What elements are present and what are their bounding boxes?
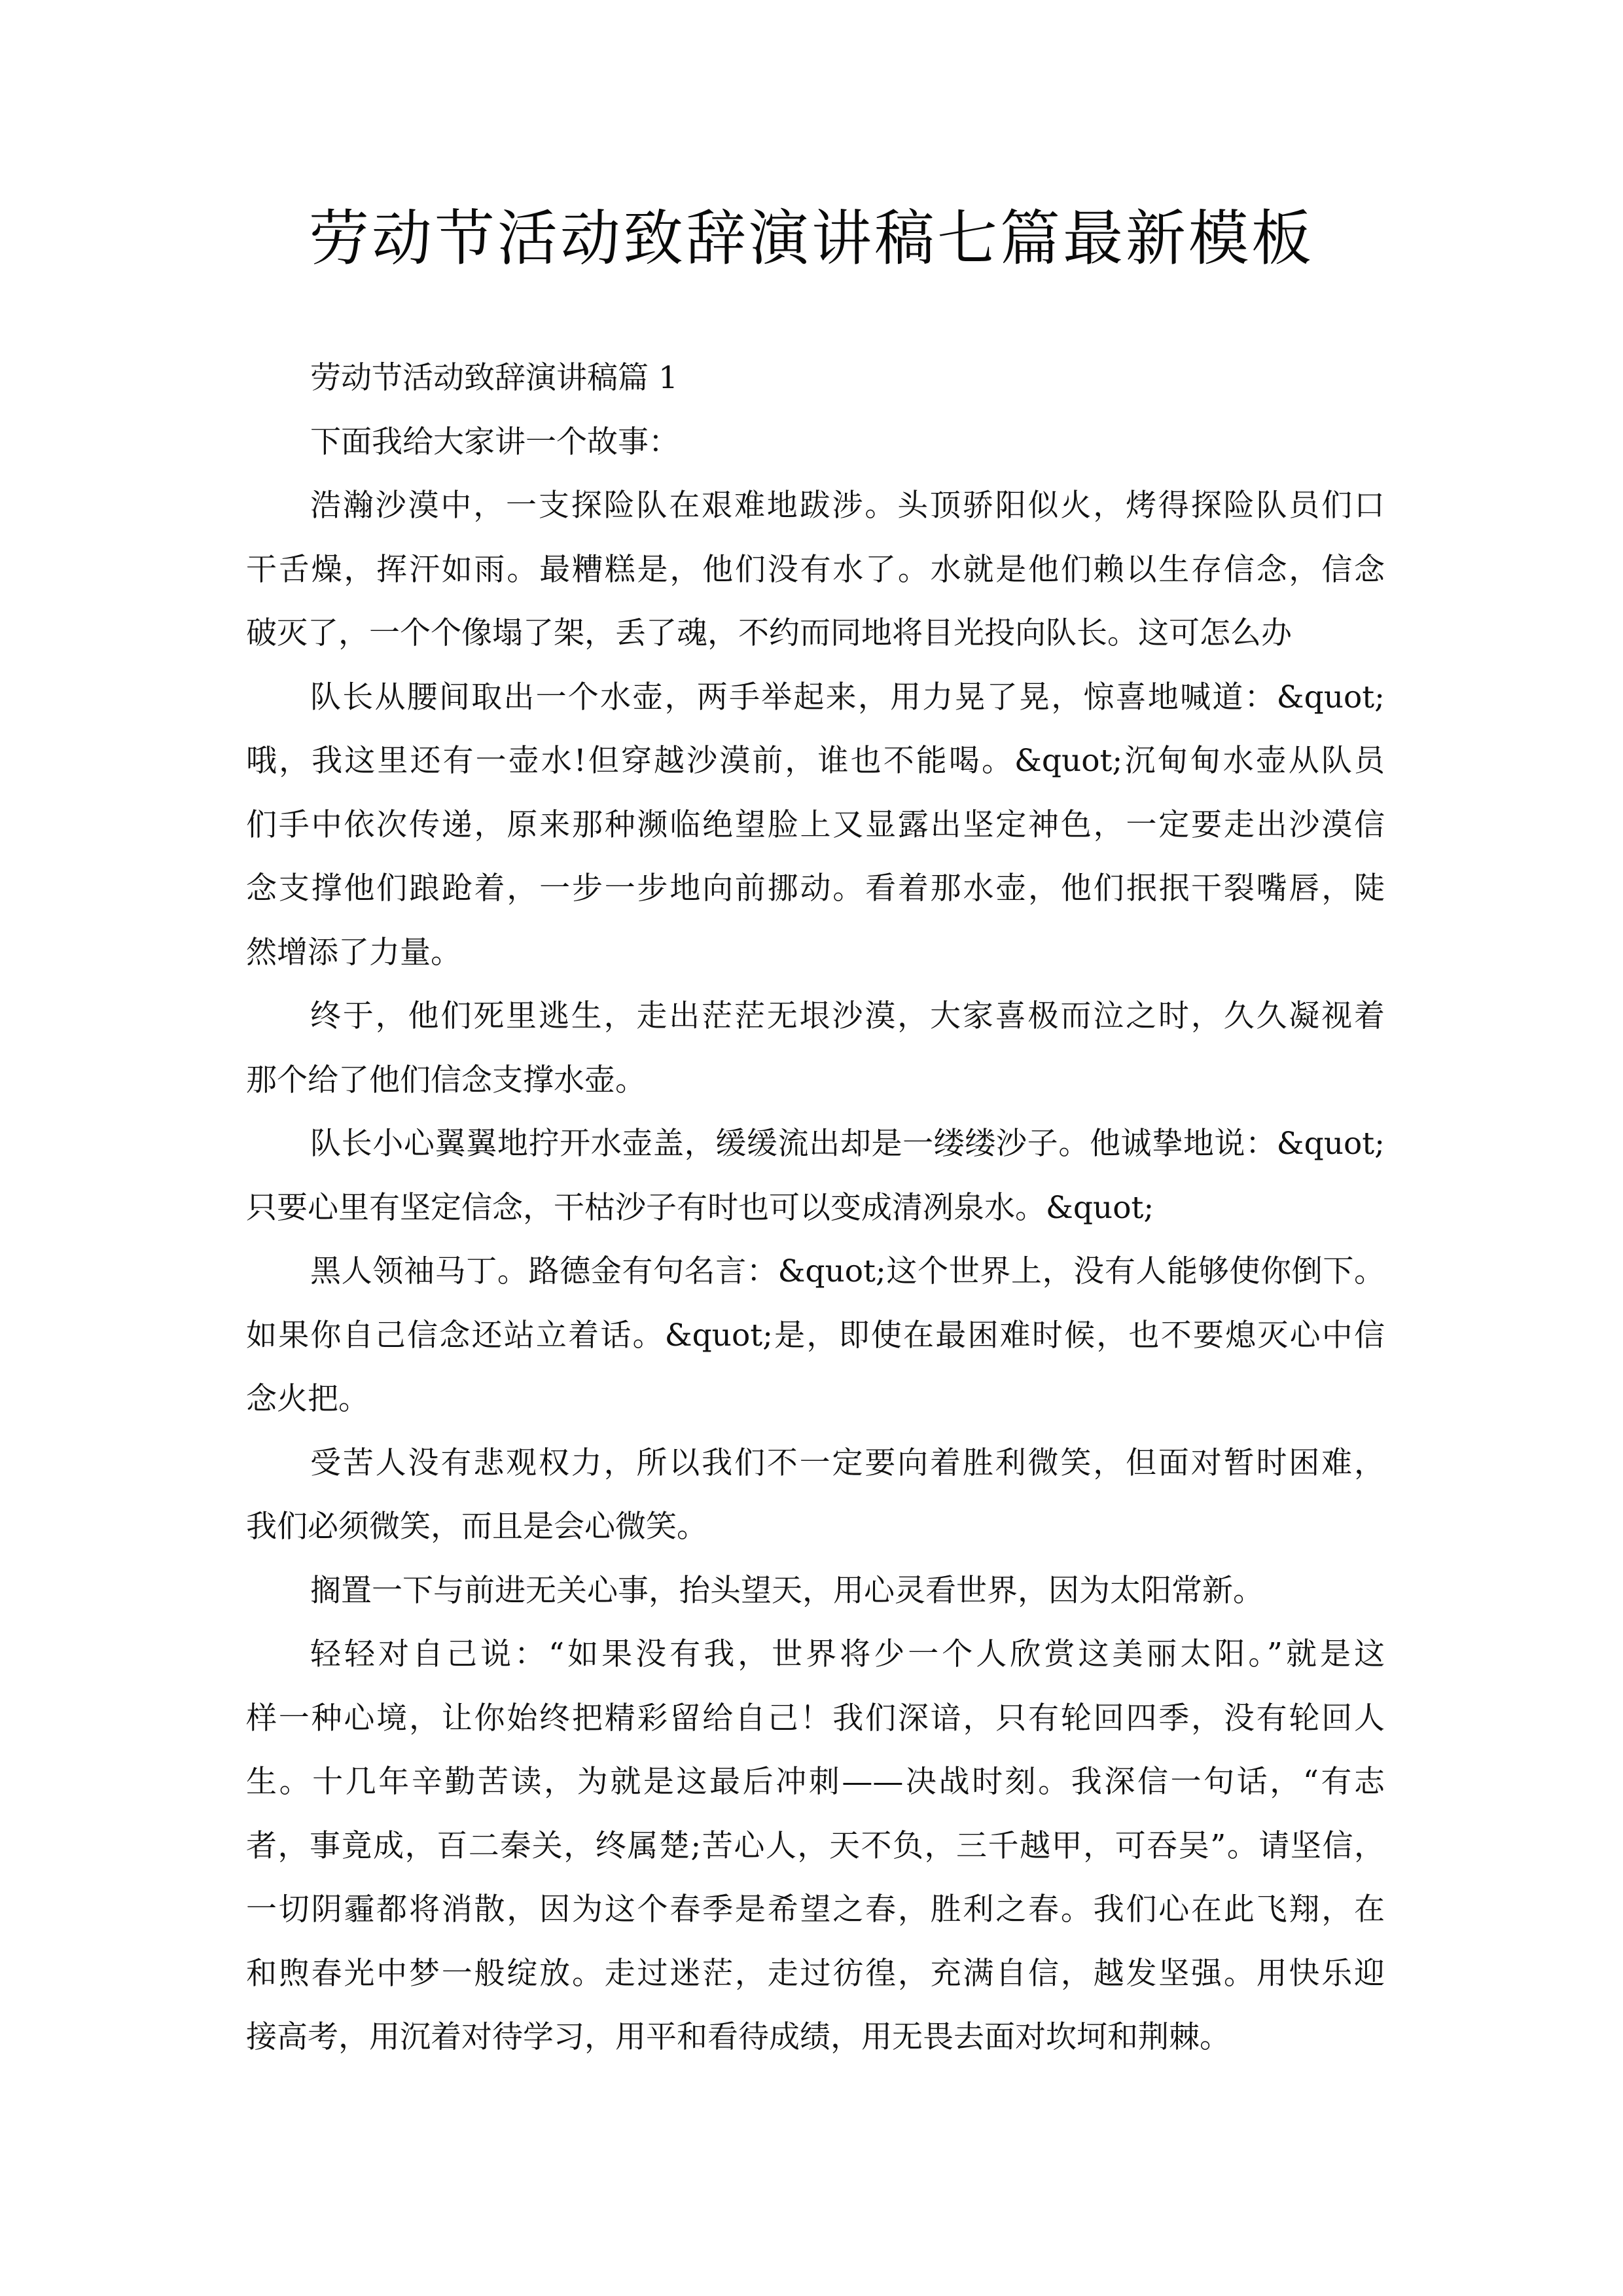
paragraph-line: 终于，他们死里逃生，走出茫茫无垠沙漠，大家喜极而泣之时，久久凝视着 [310, 998, 1385, 1034]
paragraph-line: 们手中依次传递，原来那种濒临绝望脸上又显露出坚定神色，一定要走出沙漠信 [246, 806, 1385, 843]
paragraph-line: 者，事竟成，百二秦关，终属楚;苦心人，天不负，三千越甲，可吞吴”。请坚信， [246, 1827, 1385, 1864]
paragraph-line: 队长从腰间取出一个水壶，两手举起来，用力晃了晃，惊喜地喊道：&quot; [310, 679, 1385, 715]
paragraph-line: 浩瀚沙漠中，一支探险队在艰难地跋涉。头顶骄阳似火，烤得探险队员们口 [310, 488, 1385, 524]
paragraph-line: 下面我给大家讲一个故事： [310, 423, 679, 460]
paragraph-line: 轻轻对自己说：“如果没有我，世界将少一个人欣赏这美丽太阳。”就是这 [310, 1636, 1385, 1672]
paragraph-line: 如果你自己信念还站立着话。&quot;是，即使在最困难时候，也不要熄灭心中信 [246, 1317, 1385, 1354]
paragraph-line: 和煦春光中梦一般绽放。走过迷茫，走过彷徨，充满自信，越发坚强。用快乐迎 [246, 1955, 1385, 1992]
document-title: 劳动节活动致辞演讲稿七篇最新模板 [308, 204, 1314, 274]
paragraph-line: 我们必须微笑，而且是会心微笑。 [246, 1509, 707, 1545]
paragraph-line: 只要心里有坚定信念，干枯沙子有时也可以变成清冽泉水。&quot; [246, 1189, 1154, 1226]
paragraph-line: 黑人领袖马丁。路德金有句名言：&quot;这个世界上，没有人能够使你倒下。 [310, 1253, 1385, 1289]
paragraph-line: 劳动节活动致辞演讲稿篇 1 [310, 360, 678, 396]
paragraph-line: 那个给了他们信念支撑水壶。 [246, 1062, 646, 1098]
paragraph-line: 然增添了力量。 [246, 934, 461, 971]
paragraph-line: 念支撑他们踉跄着，一步一步地向前挪动。看着那水壶，他们抿抿干裂嘴唇，陡 [246, 870, 1385, 906]
paragraph-line: 破灭了，一个个像塌了架，丢了魂，不约而同地将目光投向队长。这可怎么办 [246, 615, 1292, 651]
paragraph-line: 样一种心境，让你始终把精彩留给自己！我们深谙，只有轮回四季，没有轮回人 [246, 1700, 1385, 1736]
paragraph-line: 一切阴霾都将消散，因为这个春季是希望之春，胜利之春。我们心在此飞翔，在 [246, 1892, 1385, 1928]
paragraph-line: 干舌燥，挥汗如雨。最糟糕是，他们没有水了。水就是他们赖以生存信念，信念 [246, 551, 1385, 588]
paragraph-line: 接高考，用沉着对待学习，用平和看待成绩，用无畏去面对坎坷和荆棘。 [246, 2019, 1230, 2055]
paragraph-line: 受苦人没有悲观权力，所以我们不一定要向着胜利微笑，但面对暂时困难， [310, 1444, 1385, 1481]
paragraph-line: 哦，我这里还有一壶水!但穿越沙漠前，谁也不能喝。&quot;沉甸甸水壶从队员 [246, 743, 1385, 779]
paragraph-line: 队长小心翼翼地拧开水壶盖，缓缓流出却是一缕缕沙子。他诚挚地说：&quot; [310, 1126, 1385, 1162]
paragraph-line: 生。十几年辛勤苦读，为就是这最后冲刺——决战时刻。我深信一句话，“有志 [246, 1764, 1385, 1800]
paragraph-line: 念火把。 [246, 1381, 369, 1417]
paragraph-line: 搁置一下与前进无关心事，抬头望天，用心灵看世界，因为太阳常新。 [310, 1572, 1264, 1609]
